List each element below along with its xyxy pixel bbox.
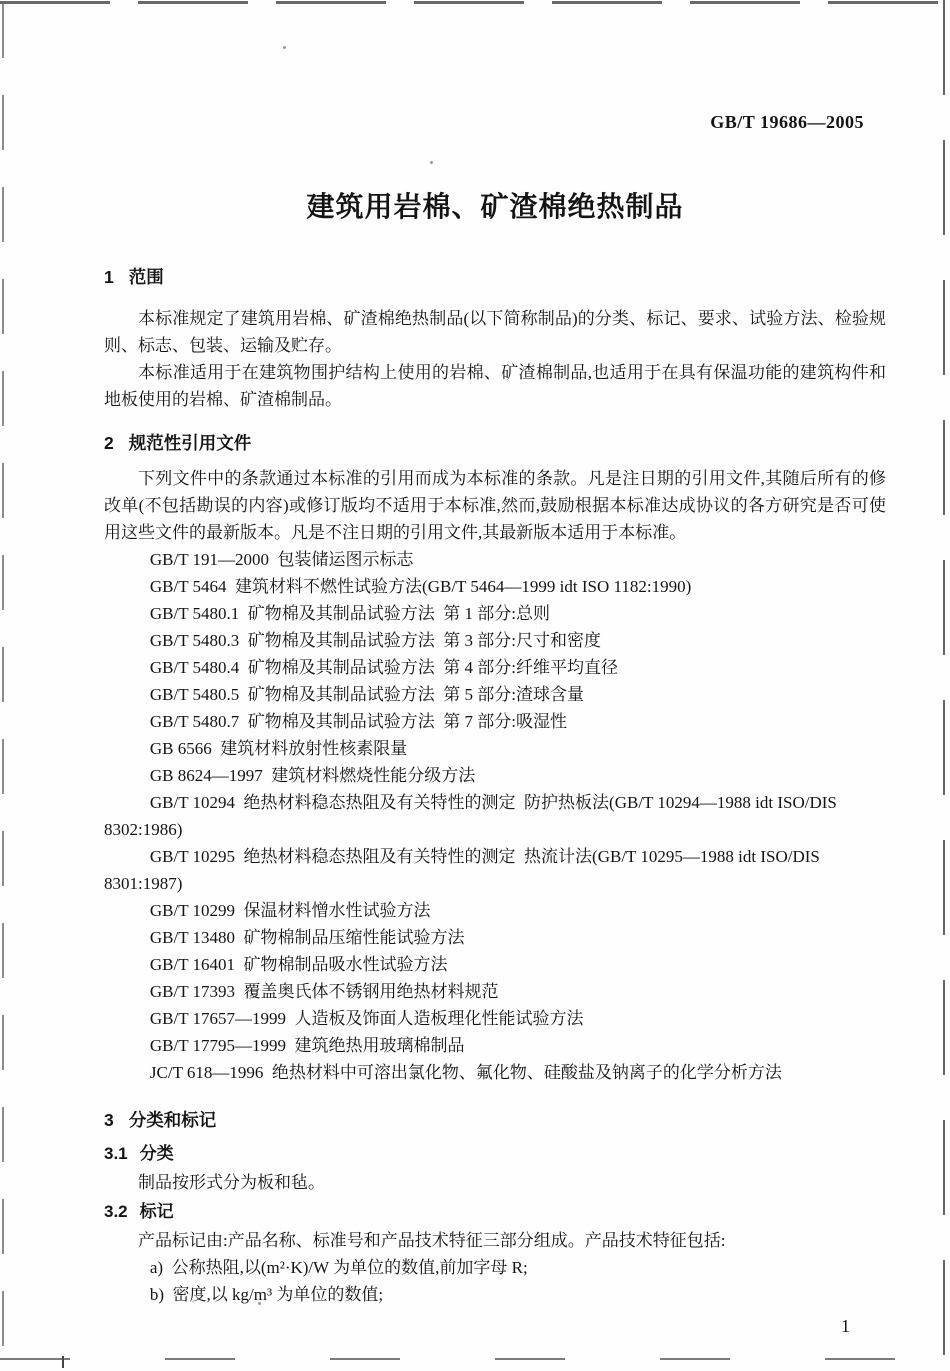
paragraph: 下列文件中的条款通过本标准的引用而成为本标准的条款。凡是注日期的引用文件,其随后所有的修改单(不包括勘误的内容)或修订版均不适用于本标准,然而,鼓励根据本标准达成协议的各方研究是否可使用这些文件的最新版本。凡是不注日期的引用文件,其最新版本适用于本标准。	[104, 469, 886, 542]
reference-item: GB/T 13480 矿物棉制品压缩性能试验方法	[149, 928, 465, 947]
scan-edge-left	[2, 3, 4, 1355]
reference-item: GB/T 5464 建筑材料不燃性试验方法(GB/T 5464—1999 idt ISO 1182:1990)	[149, 577, 692, 596]
section-number: 3	[104, 1110, 114, 1130]
list-item-b: b) 密度,以 kg/m³ 为单位的数值;	[149, 1285, 384, 1304]
section-heading-normative-references	[104, 431, 886, 455]
reference-item: GB/T 5480.1 矿物棉及其制品试验方法 第 1 部分:总则	[149, 604, 551, 623]
reference-item: GB/T 191—2000 包装储运图示标志	[149, 550, 414, 569]
subsection-heading-classification	[104, 1142, 886, 1166]
scan-edge-bottom	[0, 1358, 950, 1360]
reference-item: GB/T 5480.7 矿物棉及其制品试验方法 第 7 部分:吸湿性	[149, 712, 568, 731]
paragraph: 产品标记由:产品名称、标准号和产品技术特征三部分组成。产品技术特征包括:	[138, 1231, 726, 1250]
standard-number: GB/T 19686—2005	[710, 112, 864, 132]
reference-item: GB/T 5480.3 矿物棉及其制品试验方法 第 3 部分:尺寸和密度	[149, 631, 602, 650]
reference-item: GB 6566 建筑材料放射性核素限量	[149, 739, 408, 758]
section-number: 2	[104, 433, 114, 453]
reference-item: JC/T 618—1996 绝热材料中可溶出氯化物、氟化物、硅酸盐及钠离子的化学分析方法	[149, 1063, 782, 1082]
reference-item: GB/T 5480.5 矿物棉及其制品试验方法 第 5 部分:渣球含量	[149, 685, 585, 704]
reference-item: GB/T 17795—1999 建筑绝热用玻璃棉制品	[149, 1036, 465, 1055]
subsection-number: 3.1	[104, 1144, 128, 1163]
subsection-title: 标记	[139, 1202, 174, 1221]
subsection-title: 分类	[139, 1144, 174, 1163]
page-content	[104, 0, 886, 1337]
page-number: 1	[841, 1316, 850, 1336]
reference-item: GB 8624—1997 建筑材料燃烧性能分级方法	[149, 766, 476, 785]
subsection-heading-marking	[104, 1200, 886, 1224]
section-heading-scope	[104, 265, 886, 289]
section-title: 规范性引用文件	[128, 433, 252, 453]
section-heading-classification-marking	[104, 1108, 886, 1132]
reference-item: GB/T 10294 绝热材料稳态热阻及有关特性的测定 防护热板法(GB/T 10294—1988 idt ISO/DIS 8302:1986)	[104, 793, 842, 839]
section-title: 分类和标记	[128, 1110, 217, 1130]
list-item-a: a) 公称热阻,以(m²·K)/W 为单位的数值,前加字母 R;	[149, 1258, 528, 1277]
reference-item: GB/T 10295 绝热材料稳态热阻及有关特性的测定 热流计法(GB/T 10295—1988 idt ISO/DIS 8301:1987)	[104, 847, 825, 893]
paragraph: 本标准规定了建筑用岩棉、矿渣棉绝热制品(以下简称制品)的分类、标记、要求、试验方法、检验规则、标志、包装、运输及贮存。	[104, 309, 886, 355]
reference-item: GB/T 5480.4 矿物棉及其制品试验方法 第 4 部分:纤维平均直径	[149, 658, 619, 677]
document-title: 建筑用岩棉、矿渣棉绝热制品	[306, 191, 684, 222]
reference-item: GB/T 10299 保温材料憎水性试验方法	[149, 901, 431, 920]
subsection-number: 3.2	[104, 1202, 128, 1221]
scan-tick-mark	[62, 1356, 64, 1368]
section-number: 1	[104, 267, 114, 287]
section-title: 范围	[128, 267, 164, 287]
reference-item: GB/T 17393 覆盖奥氏体不锈钢用绝热材料规范	[149, 982, 499, 1001]
reference-item: GB/T 17657—1999 人造板及饰面人造板理化性能试验方法	[149, 1009, 584, 1028]
reference-item: GB/T 16401 矿物棉制品吸水性试验方法	[149, 955, 448, 974]
paragraph: 制品按形式分为板和毡。	[138, 1173, 325, 1192]
paragraph: 本标准适用于在建筑物围护结构上使用的岩棉、矿渣棉制品,也适用于在具有保温功能的建筑构件和地板使用的岩棉、矿渣棉制品。	[104, 363, 886, 409]
scan-edge-right	[943, 0, 945, 1371]
